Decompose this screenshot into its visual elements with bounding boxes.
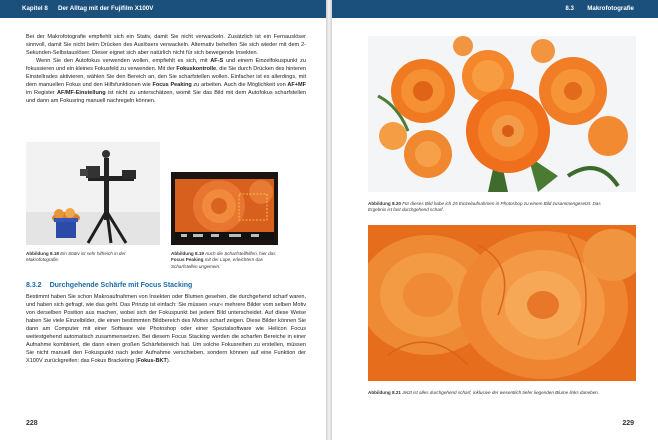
body-text-top [26,34,306,106]
bold-term: AF-S [210,57,224,64]
tripod-illustration [26,142,160,245]
caption-text-8-19-a: Auch die Scharfstellhilfen, hier das [203,251,276,256]
running-header-left [0,0,326,18]
running-header-right [332,0,658,18]
right-page [332,0,658,440]
figure-8-19-image [171,172,278,245]
caption-text-8-19-b: mit der Lupe, erleichtern das Scharfstellen ungemein. [171,257,263,269]
bold-term: AF+MF [287,81,306,88]
section-title: Durchgehende Schärfe mit Focus Stacking [49,282,193,289]
text-run: ist nicht zu unterschätzen, womit Sie das Bild mit dem Autofokus scharfstellen und dann am Fokusring manuell nachregeln können. [26,89,307,104]
petal-closeup [368,225,636,381]
paragraph-1 [26,34,306,58]
caption-text-8-18: Ein Stativ ist sehr hilfreich in der Makrofotografie. [26,251,126,263]
section-title-header: Makrofotografie [587,5,634,12]
caption-figure-8-18 [26,251,156,264]
focus-peaking-screen [171,172,278,245]
page-number-left: 228 [26,420,38,427]
section-number-header: 8.3 [565,5,574,12]
body-text-bottom [26,294,306,366]
bold-term: Focus Peaking [152,81,192,88]
paragraph-3 [26,294,306,366]
page-number-right: 229 [622,420,634,427]
caption-text-8-21: Jetzt ist alles durchgehend scharf, inklusive der wesentlich tiefer liegenden Blume links daneben. [400,390,600,395]
bold-term: AF/MF-Einstellung [56,89,106,96]
left-page [0,0,326,440]
caption-label-8-19: Abbildung 8.19 [171,251,204,256]
text-run: Bei der Makrofotografie empfiehlt sich ein Stativ, damit Sie nicht verwackeln. Zusätzlich ist ein Fernauslöser sinnvoll, damit Sie nicht beim Drücken des Auslösers verwackeln. Alternativ behelfen Sie sich wieder mit dem 2-Sekunden-Selbstauslöser. Dieser eignet sich aber natürlich nicht für sich bewegende Insekten. [26,34,306,56]
caption-label-8-18: Abbildung 8.18 [26,251,59,256]
figure-8-20-image [368,36,636,192]
section-number: 8.3.2 [26,282,42,289]
figure-8-21-image [368,225,636,381]
figure-8-18-image [26,142,160,245]
bold-term: Fokus-BKT [137,357,167,364]
caption-label-8-20: Abbildung 8.20 [368,201,401,206]
section-heading [26,282,192,289]
text-run: Wenn Sie den Autofokus verwenden wollen, empfiehlt es sich, mit [36,57,211,64]
bold-term: Fokuskontrolle [176,65,217,72]
caption-figure-8-19 [171,251,281,270]
text-run: ). [166,357,171,364]
text-run: zu arbeiten. Auch die Möglichkeit von [191,81,288,88]
caption-figure-8-20 [368,201,608,214]
text-run: und einem Einzelfokuspunkt zu fokussieren und ein kleines Fokusfeld zu verwenden. Mit der [26,57,306,72]
paragraph-2 [26,58,306,106]
caption-figure-8-21 [368,390,608,396]
caption-bold-8-19: Focus Peaking [171,257,204,263]
chapter-label: Kapitel 8 [22,5,48,12]
text-run: , die Sie durch Drücken des hinteren Einstellrades aktivieren, wählen Sie den Bereich an, den Sie scharfstellen wollen. Einfacher ist es allerdings, mit dem manuellen Fokus und den Hilfsfunktionen wie [26,65,307,88]
text-run: im Register [26,89,57,96]
caption-label-8-21: Abbildung 8.21 [368,390,401,395]
text-run: Bestimmt haben Sie schon Makroaufnahmen von Insekten oder Blumen gesehen, die durchgehend scharf waren, und haben sich gefragt, wie das geht. Das Prinzip ist einfach: Sie müssen »nur« mehrere Bilder vom selben Motiv von derselben Position aus machen, wobei sich der Fokuspunkt bei jedem Bild unterscheidet. Auf diese Weise haben Sie viele Einzelbilder, die einen bestimmten Bildbereich des Motivs scharf zeigen. Diese Bilder können Sie dann am Computer mit einer Software wie Photoshop oder einer Spezialsoftware wie Helicon Focus weitestgehend automatisch zusammensetzen. Bei diesem Focus Stacking werden die scharfen Bereiche in einer Aufnahme kombiniert, die dann einen großen Schärfebereich hat. Um solche Fokusreihen zu erstellen, müssen Sie nicht manuell den Fokuspunkt nach jeder Aufnahme verschieben, sondern können auf eine Funktion der X100V zurückgreifen: das Fokus Bracketing ( [26,294,306,364]
caption-text-8-20: Für dieses Bild habe ich 25 Einzelaufnahmen in Photoshop zu einem Bild zusammengesetzt. Das Ergebnis ist fast durchgehend scharf. [368,201,601,213]
chapter-title: Der Alltag mit der Fujifilm X100V [58,5,154,12]
ranunculus-bouquet [368,36,636,192]
